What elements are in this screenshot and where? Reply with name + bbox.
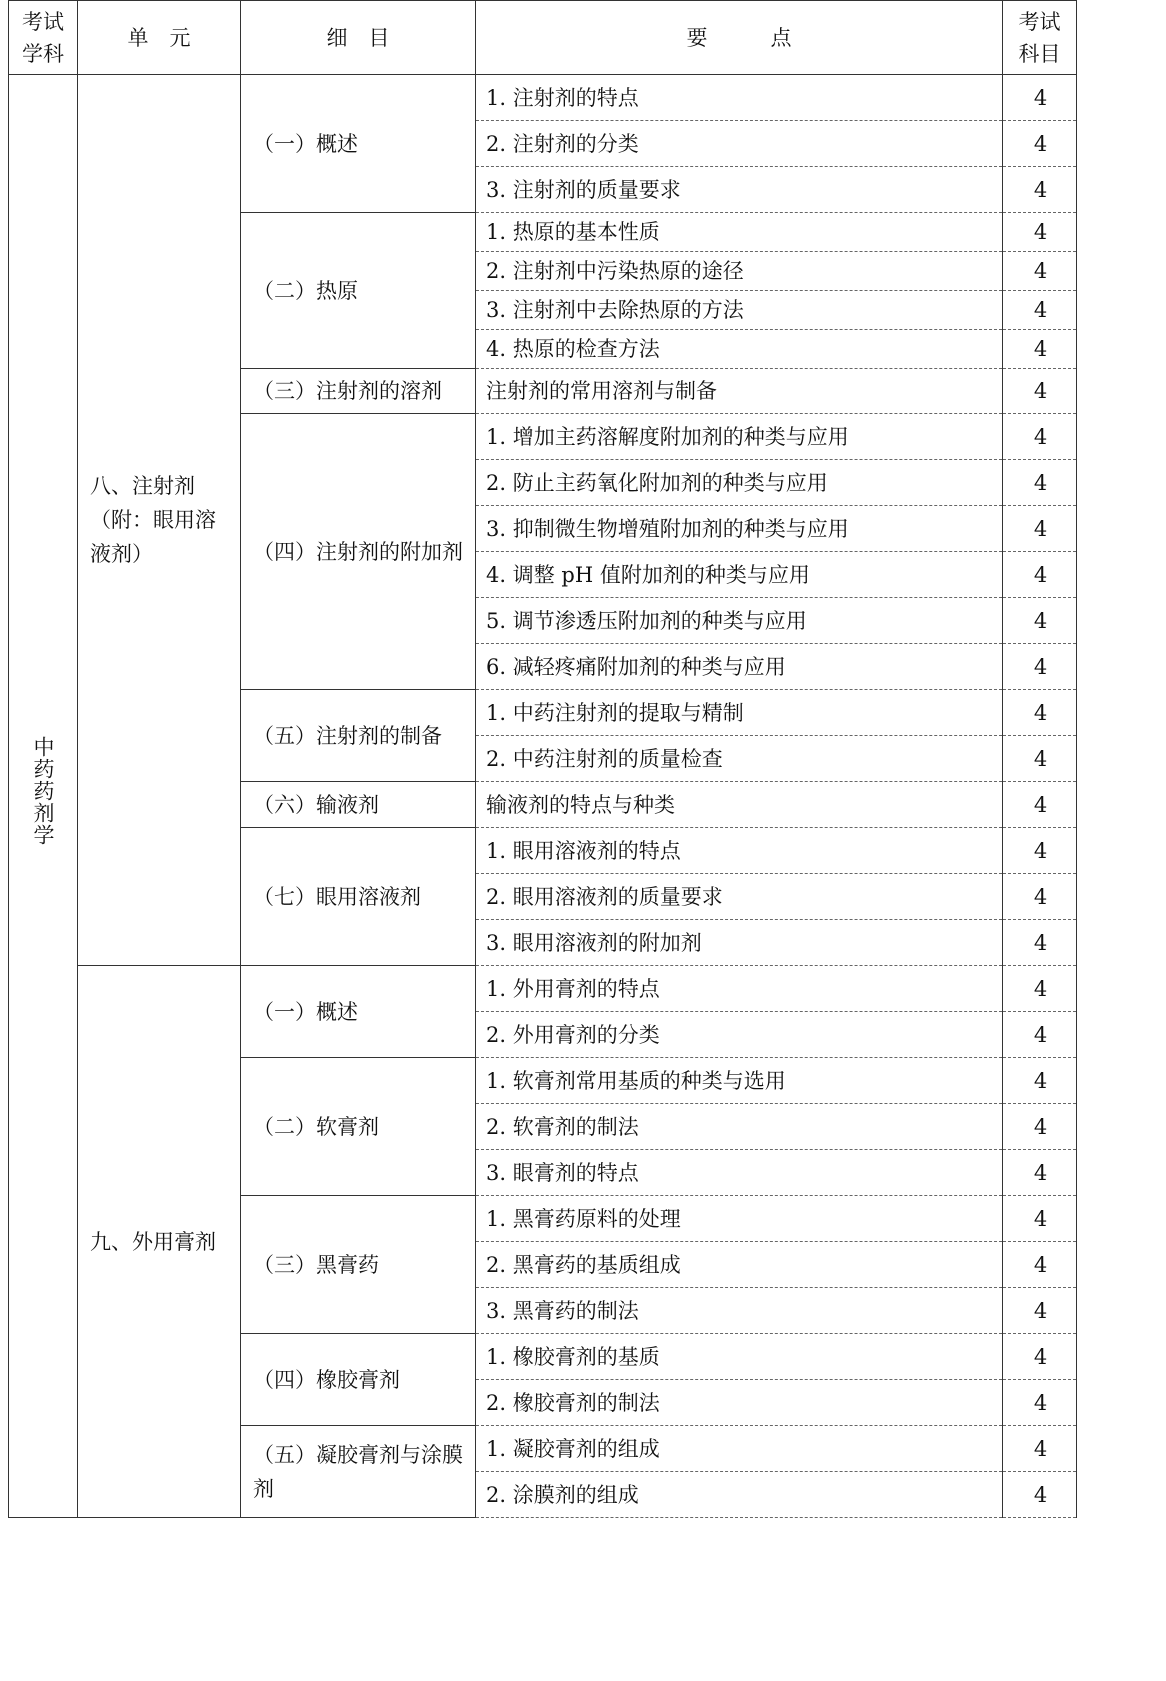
header-row <box>9 1 1077 75</box>
detail-cell: （六）输液剂 <box>241 782 476 828</box>
exam-subject-cell: 4 <box>1003 552 1077 598</box>
key-point-cell: 1. 橡胶膏剂的基质 <box>476 1334 1003 1380</box>
header-key-points: 要 点 <box>476 1 1003 75</box>
exam-subject-cell: 4 <box>1003 121 1077 167</box>
exam-subject-cell: 4 <box>1003 1196 1077 1242</box>
exam-subject-cell: 4 <box>1003 966 1077 1012</box>
detail-cell: （二）热原 <box>241 213 476 369</box>
key-point-cell: 2. 注射剂中污染热原的途径 <box>476 252 1003 291</box>
detail-cell: （二）软膏剂 <box>241 1058 476 1196</box>
detail-cell: （七）眼用溶液剂 <box>241 828 476 966</box>
exam-subject-cell: 4 <box>1003 330 1077 369</box>
detail-cell: （四）橡胶膏剂 <box>241 1334 476 1426</box>
key-point-cell: 2. 眼用溶液剂的质量要求 <box>476 874 1003 920</box>
exam-subject-cell: 4 <box>1003 1426 1077 1472</box>
header-exam-subject <box>1003 1 1077 75</box>
exam-subject-cell: 4 <box>1003 644 1077 690</box>
exam-subject-cell: 4 <box>1003 874 1077 920</box>
subject-cell <box>9 75 78 1518</box>
exam-subject-cell: 4 <box>1003 1012 1077 1058</box>
exam-subject-cell: 4 <box>1003 75 1077 121</box>
key-point-cell: 4. 调整 pH 值附加剂的种类与应用 <box>476 552 1003 598</box>
key-point-cell: 注射剂的常用溶剂与制备 <box>476 369 1003 414</box>
subject-label: 中药药剂学 <box>31 736 55 846</box>
key-point-cell: 2. 黑膏药的基质组成 <box>476 1242 1003 1288</box>
syllabus-table <box>8 0 1077 1518</box>
exam-subject-cell: 4 <box>1003 369 1077 414</box>
header-exam-line2: 科目 <box>1018 41 1061 66</box>
key-point-cell: 1. 凝胶膏剂的组成 <box>476 1426 1003 1472</box>
exam-subject-cell: 4 <box>1003 506 1077 552</box>
detail-cell: （五）注射剂的制备 <box>241 690 476 782</box>
key-point-cell: 2. 注射剂的分类 <box>476 121 1003 167</box>
header-subject-line2: 学科 <box>22 41 64 66</box>
key-point-cell: 1. 软膏剂常用基质的种类与选用 <box>476 1058 1003 1104</box>
header-exam-line1: 考试 <box>1018 9 1061 34</box>
key-point-cell: 6. 减轻疼痛附加剂的种类与应用 <box>476 644 1003 690</box>
exam-subject-cell: 4 <box>1003 1150 1077 1196</box>
key-point-cell: 3. 注射剂的质量要求 <box>476 167 1003 213</box>
key-point-cell: 5. 调节渗透压附加剂的种类与应用 <box>476 598 1003 644</box>
key-point-cell: 1. 外用膏剂的特点 <box>476 966 1003 1012</box>
exam-subject-cell: 4 <box>1003 1472 1077 1518</box>
unit-cell: 八、注射剂（附：眼用溶液剂） <box>78 75 241 966</box>
detail-cell: （四）注射剂的附加剂 <box>241 414 476 690</box>
exam-subject-cell: 4 <box>1003 1334 1077 1380</box>
key-point-cell: 2. 橡胶膏剂的制法 <box>476 1380 1003 1426</box>
exam-subject-cell: 4 <box>1003 736 1077 782</box>
unit-cell: 九、外用膏剂 <box>78 966 241 1518</box>
exam-subject-cell: 4 <box>1003 598 1077 644</box>
detail-cell: （三）黑膏药 <box>241 1196 476 1334</box>
table-body <box>9 75 1077 1518</box>
key-point-cell: 1. 注射剂的特点 <box>476 75 1003 121</box>
key-point-cell: 1. 热原的基本性质 <box>476 213 1003 252</box>
detail-cell: （一）概述 <box>241 75 476 213</box>
key-point-cell: 2. 软膏剂的制法 <box>476 1104 1003 1150</box>
exam-subject-cell: 4 <box>1003 920 1077 966</box>
exam-subject-cell: 4 <box>1003 167 1077 213</box>
key-point-cell: 1. 黑膏药原料的处理 <box>476 1196 1003 1242</box>
exam-subject-cell: 4 <box>1003 414 1077 460</box>
key-point-cell: 4. 热原的检查方法 <box>476 330 1003 369</box>
exam-subject-cell: 4 <box>1003 252 1077 291</box>
exam-subject-cell: 4 <box>1003 1058 1077 1104</box>
key-point-cell: 1. 中药注射剂的提取与精制 <box>476 690 1003 736</box>
header-detail: 细 目 <box>241 1 476 75</box>
exam-subject-cell: 4 <box>1003 291 1077 330</box>
detail-cell: （一）概述 <box>241 966 476 1058</box>
key-point-cell: 3. 眼膏剂的特点 <box>476 1150 1003 1196</box>
key-point-cell: 2. 涂膜剂的组成 <box>476 1472 1003 1518</box>
key-point-cell: 3. 眼用溶液剂的附加剂 <box>476 920 1003 966</box>
key-point-cell: 2. 防止主药氧化附加剂的种类与应用 <box>476 460 1003 506</box>
table-row <box>9 966 1077 1012</box>
key-point-cell: 输液剂的特点与种类 <box>476 782 1003 828</box>
exam-subject-cell: 4 <box>1003 782 1077 828</box>
header-subject <box>9 1 78 75</box>
exam-subject-cell: 4 <box>1003 460 1077 506</box>
table-row <box>9 75 1077 121</box>
key-point-cell: 3. 抑制微生物增殖附加剂的种类与应用 <box>476 506 1003 552</box>
header-unit: 单 元 <box>78 1 241 75</box>
key-point-cell: 2. 中药注射剂的质量检查 <box>476 736 1003 782</box>
key-point-cell: 2. 外用膏剂的分类 <box>476 1012 1003 1058</box>
exam-subject-cell: 4 <box>1003 1104 1077 1150</box>
exam-subject-cell: 4 <box>1003 1242 1077 1288</box>
detail-cell: （五）凝胶膏剂与涂膜剂 <box>241 1426 476 1518</box>
key-point-cell: 1. 增加主药溶解度附加剂的种类与应用 <box>476 414 1003 460</box>
key-point-cell: 3. 注射剂中去除热原的方法 <box>476 291 1003 330</box>
exam-subject-cell: 4 <box>1003 690 1077 736</box>
exam-subject-cell: 4 <box>1003 213 1077 252</box>
key-point-cell: 1. 眼用溶液剂的特点 <box>476 828 1003 874</box>
exam-subject-cell: 4 <box>1003 1288 1077 1334</box>
key-point-cell: 3. 黑膏药的制法 <box>476 1288 1003 1334</box>
header-subject-line1: 考试 <box>22 9 64 34</box>
exam-subject-cell: 4 <box>1003 1380 1077 1426</box>
detail-cell: （三）注射剂的溶剂 <box>241 369 476 414</box>
exam-subject-cell: 4 <box>1003 828 1077 874</box>
